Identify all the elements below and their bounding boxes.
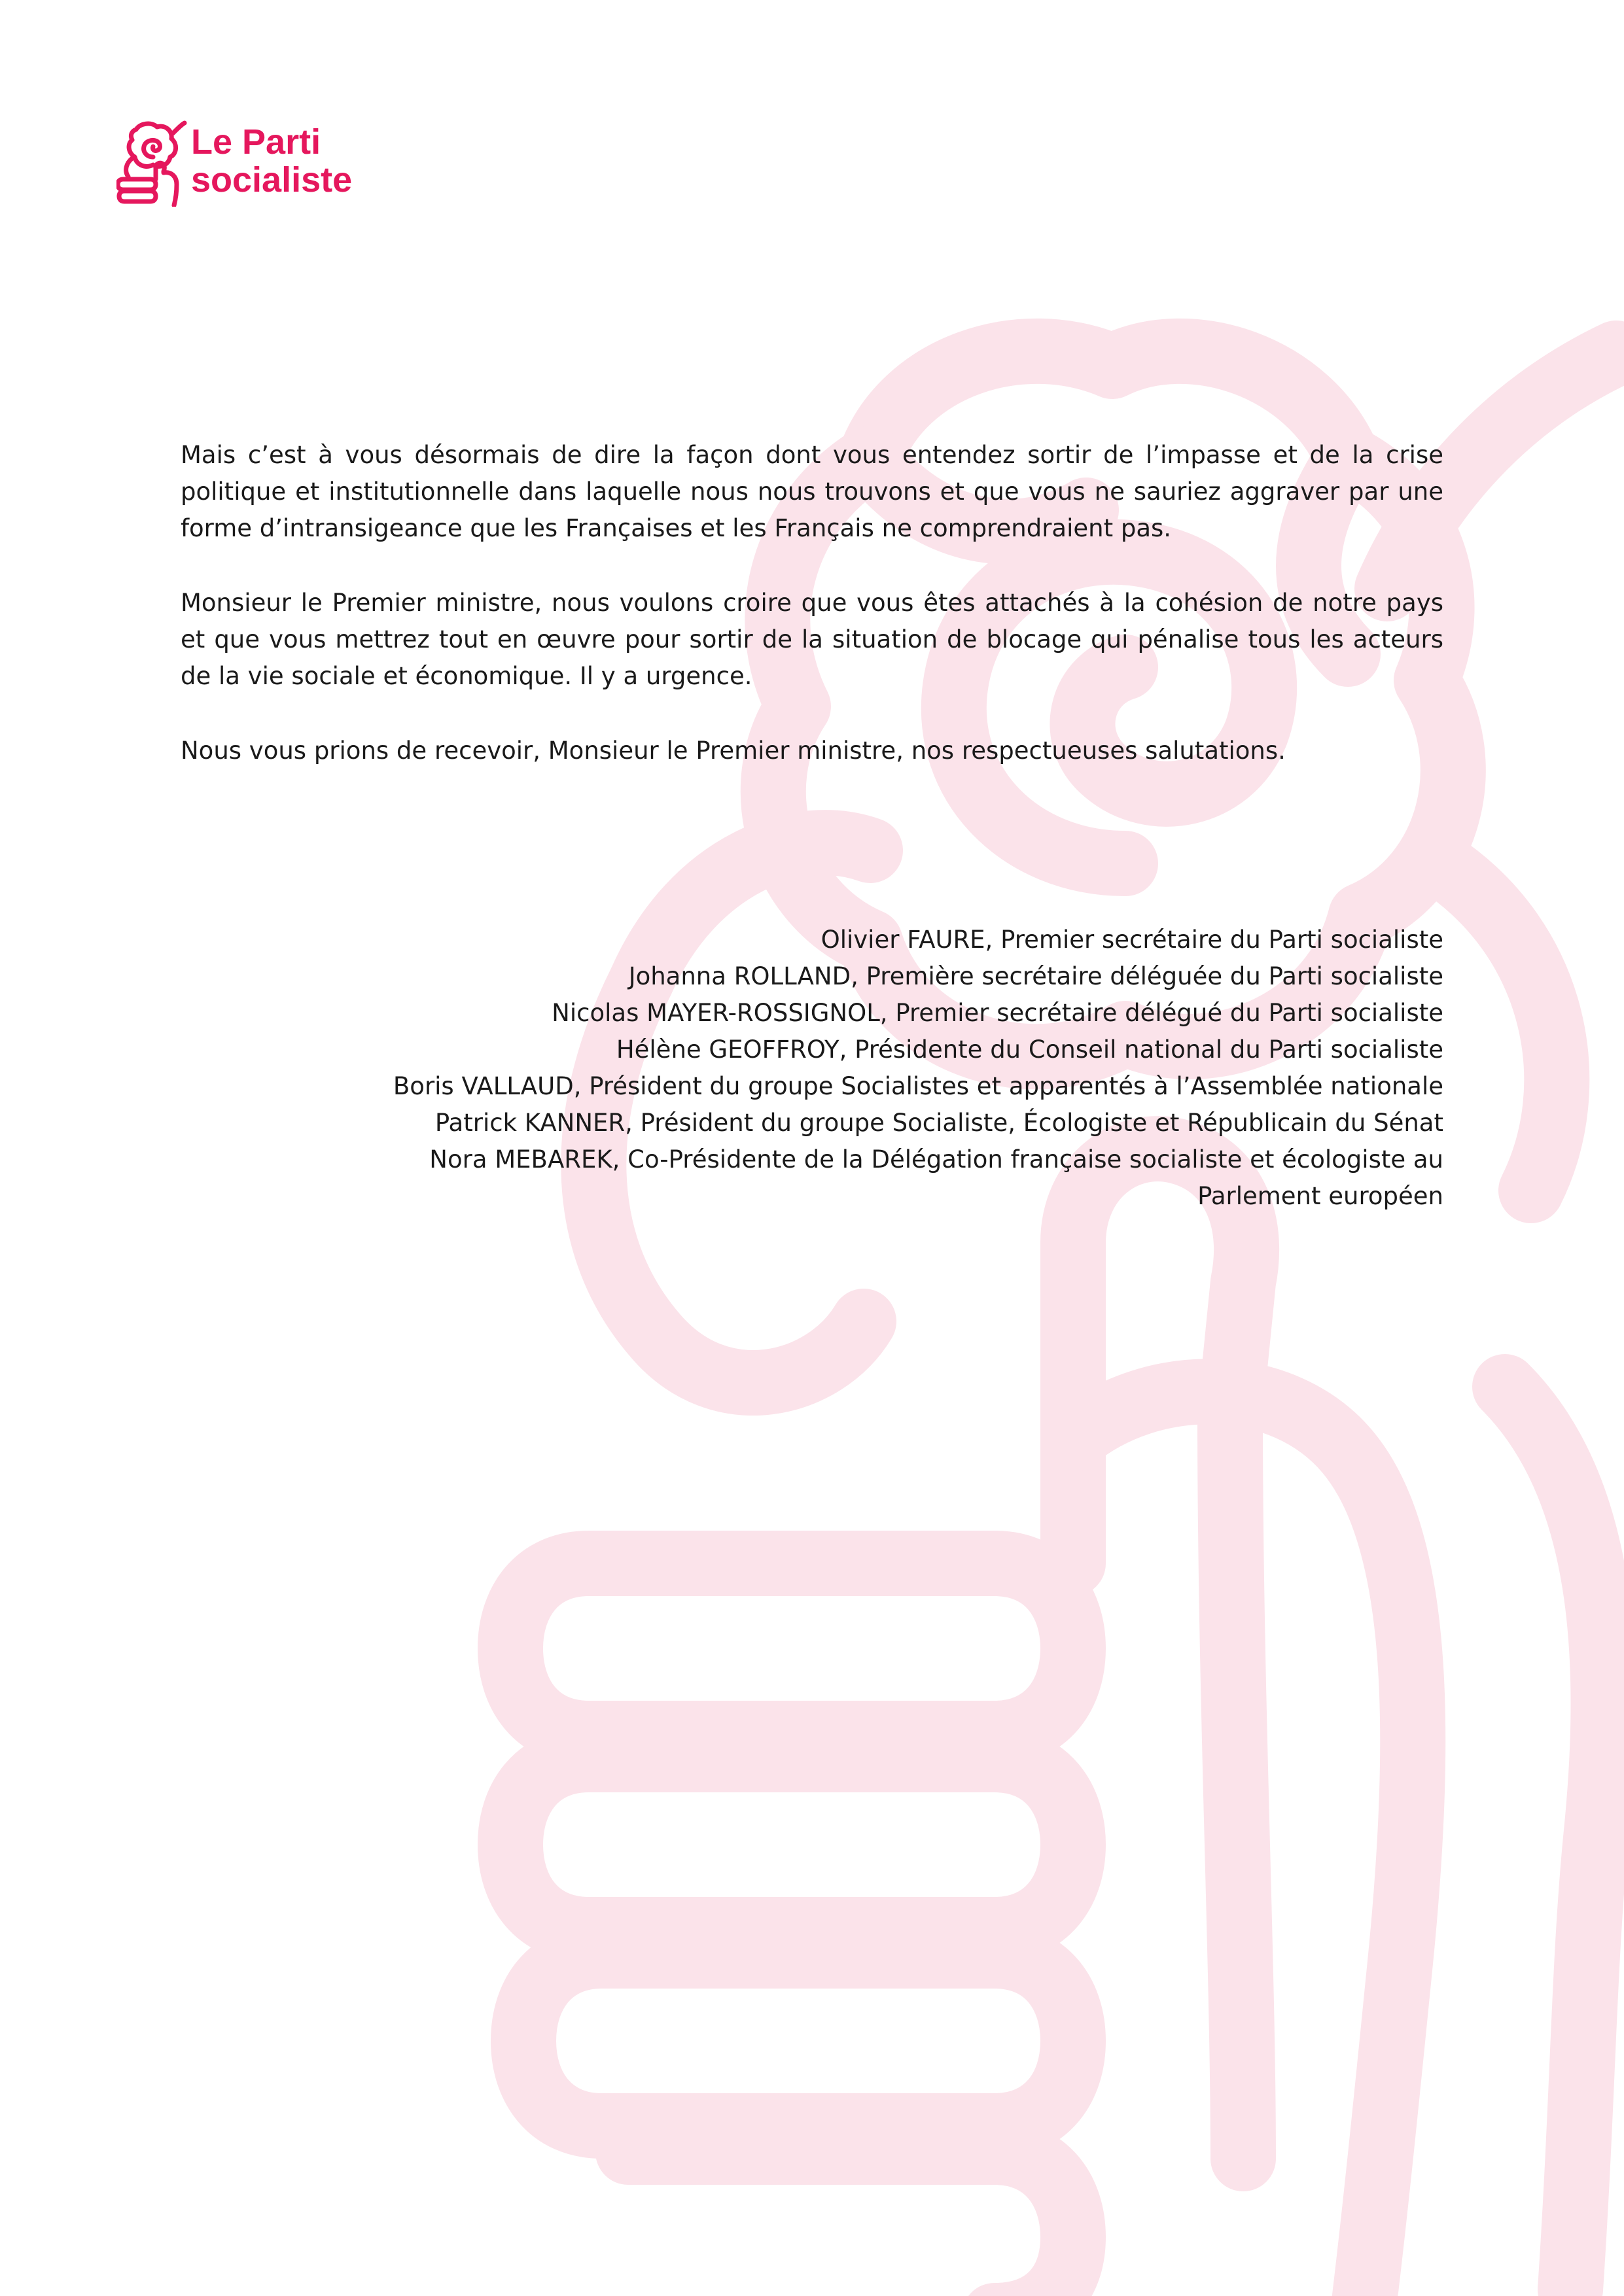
closing-paragraph: Nous vous prions de recevoir, Monsieur le Premier ministre, nos respectueuses salutations. (181, 737, 1286, 765)
signature-block (331, 922, 1443, 1215)
signature-line: Patrick KANNER, Président du groupe Socialiste, Écologiste et Républicain du Sénat (434, 1109, 1443, 1137)
signature-line: Hélène GEOFFROY, Présidente du Conseil national du Parti socialiste (616, 1035, 1443, 1064)
signature-line: Olivier FAURE, Premier secrétaire du Parti socialiste (821, 926, 1443, 954)
signature-line: Nora MEBAREK, Co-Présidente de la Délégation française socialiste et écologiste au (429, 1145, 1443, 1174)
signature-line: Nicolas MAYER-ROSSIGNOL, Premier secrétaire délégué du Parti socialiste (552, 999, 1443, 1027)
rose-fist-icon (116, 119, 187, 207)
letter-body (181, 437, 1443, 769)
party-name-line2: socialiste (191, 160, 353, 200)
paragraph: Mais c’est à vous désormais de dire la façon dont vous entendez sortir de l’impasse et de la crise politique et institutionnelle dans laquelle nous nous trouvons et que vous ne sauriez aggraver par une forme d’intransigeance que les Françaises et les Français ne comprendraient pas. (181, 441, 1443, 542)
signature-line: Parlement européen (1197, 1182, 1443, 1210)
party-name (191, 123, 352, 199)
signature-line: Boris VALLAUD, Président du groupe Socialistes et apparentés à l’Assemblée nationale (393, 1072, 1443, 1100)
party-name-line1: Le Parti (191, 122, 321, 162)
paragraph: Monsieur le Premier ministre, nous voulons croire que vous êtes attachés à la cohésion de notre pays et que vous mettrez tout en œuvre pour sortir de la situation de blocage qui pénalise tous les acteurs de la vie sociale et économique. Il y a urgence. (181, 589, 1443, 690)
party-logo (116, 119, 391, 211)
signature-line: Johanna ROLLAND, Première secrétaire déléguée du Parti socialiste (628, 962, 1443, 990)
